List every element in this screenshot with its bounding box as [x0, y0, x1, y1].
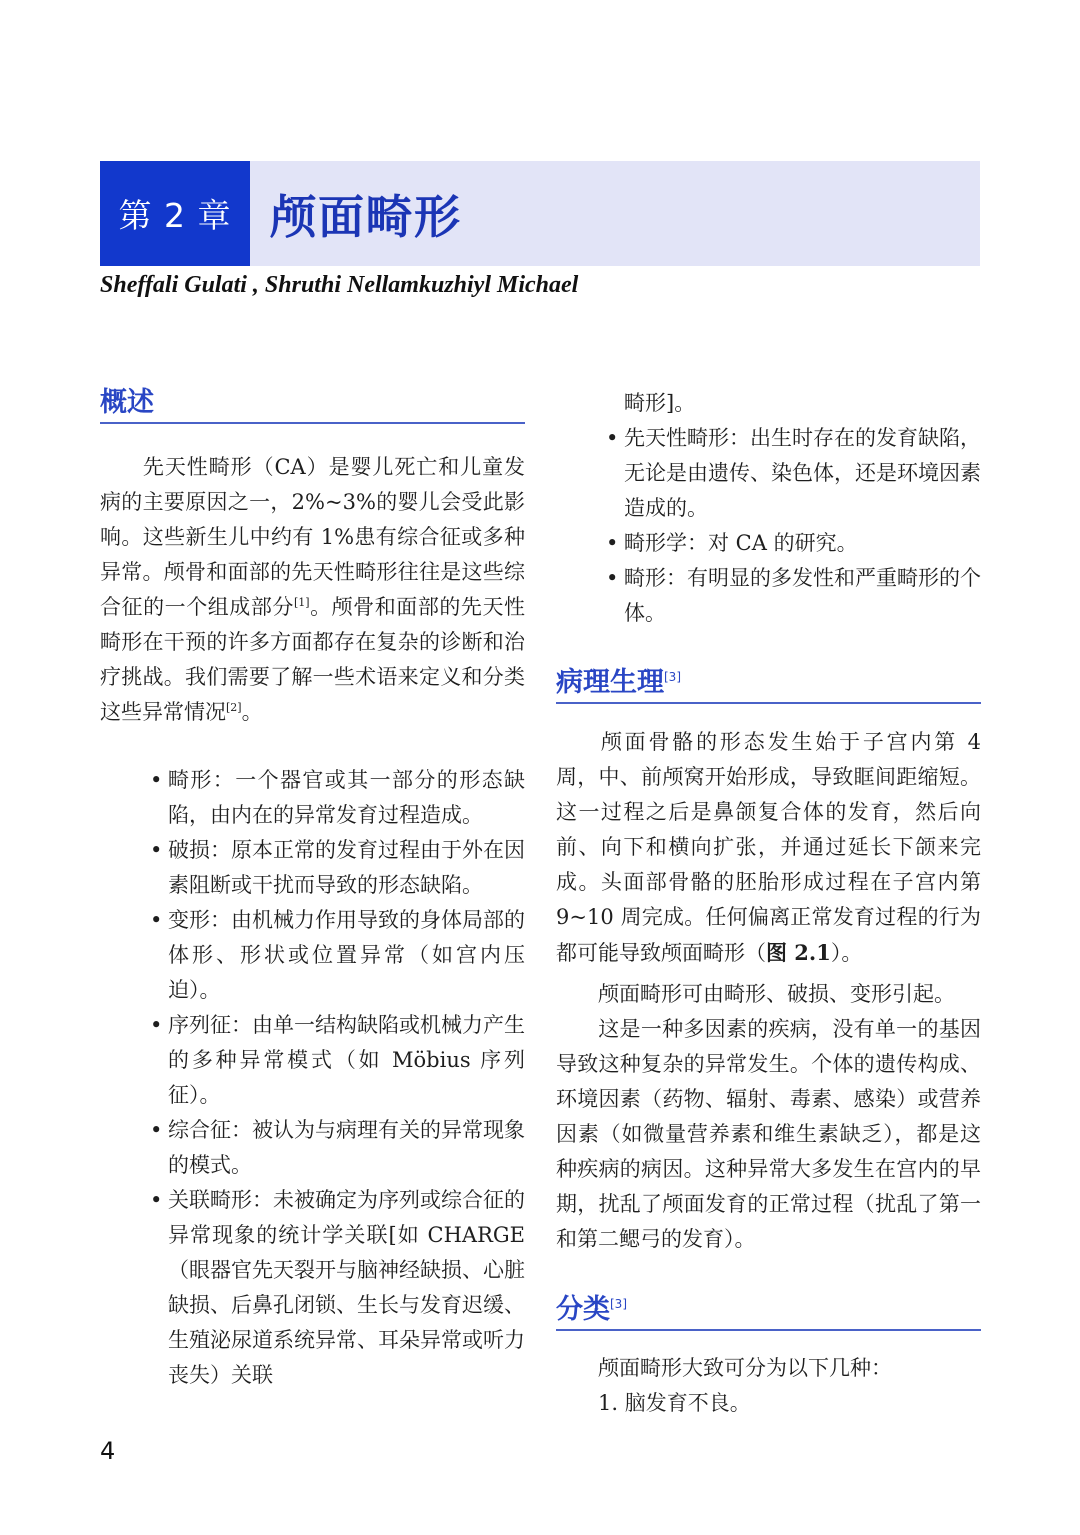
- section-heading-pathophysiology: [556, 660, 981, 704]
- pathophysiology-paragraph-2: 颅面畸形可由畸形、破损、变形引起。: [598, 982, 955, 1006]
- list-item: • 畸形：一个器官或其一部分的形态缺陷，由内在的异常发育过程造成。: [150, 768, 525, 827]
- paragraph-text: 先天性畸形（CA）是婴儿死亡和儿童发病的主要原因之一，2%~3%的婴儿会受此影响。这些新生儿中约有 1%患有综合征或多种异常。颅骨和面部的先天性畸形往往是这些综合征的一个组成部分: [100, 455, 525, 619]
- section-heading-classification: [556, 1287, 981, 1331]
- page-number: 4: [100, 1437, 116, 1465]
- section-heading-text: 概述: [100, 387, 154, 418]
- section-heading-text: 分类: [556, 1294, 610, 1325]
- definition-list-continued: [606, 421, 981, 631]
- paragraph-text: 。: [241, 700, 263, 724]
- list-item: • 序列征：由单一结构缺陷或机械力产生的多种异常模式（如 Möbius 序列征）。: [150, 1013, 525, 1107]
- figure-ref: 图 2.1: [766, 940, 831, 965]
- citation-ref: [3]: [664, 670, 681, 684]
- section-heading-overview: [100, 386, 525, 424]
- list-item: • 综合征：被认为与病理有关的异常现象的模式。: [150, 1118, 525, 1177]
- classification-intro: 颅面畸形大致可分为以下几种：: [598, 1356, 892, 1380]
- chapter-banner: [100, 161, 980, 266]
- definition-list: [150, 763, 525, 1393]
- list-item: • 畸形学：对 CA 的研究。: [606, 531, 858, 555]
- paragraph-text: 。颅骨和面部的先天性畸形在干预的许多方面都存在复杂的诊断和治疗挑战。我们需要了解一些术语来定义和分类这些异常情况: [100, 595, 526, 724]
- citation-ref: [2]: [226, 701, 242, 714]
- section-heading-text: 病理生理: [556, 667, 664, 698]
- chapter-number: 第 2 章: [100, 161, 250, 266]
- list-item: • 破损：原本正常的发育过程由于外在因素阻断或干扰而导致的形态缺陷。: [150, 838, 525, 897]
- pathophysiology-paragraph-3: 这是一种多因素的疾病，没有单一的基因导致这种复杂的异常发生。个体的遗传构成、环境因素（药物、辐射、毒素、感染）或营养因素（如微量营养素和维生素缺乏），都是这种疾病的病因。这种异常大多发生在宫内的早期，扰乱了颅面发育的正常过程（扰乱了第一和第二鳃弓的发育）。: [556, 1017, 981, 1251]
- citation-ref: [1]: [293, 596, 310, 609]
- overview-paragraph: [100, 450, 525, 730]
- pathophysiology-paragraph-1: 颅面骨骼的形态发生始于子宫内第 4 周，中、前颅窝开始形成，导致眶间距缩短。这一过程之后是鼻颌复合体的发育，然后向前、向下和横向扩张，并通过延长下颌来完成。头面部骨骼的胚胎形成过程在子宫内第 9~10 周完成。任何偏离正常发育过程的行为都可能导致颅面畸形（图 2.1）。: [556, 730, 981, 965]
- classification-item: 1. 脑发育不良。: [598, 1391, 751, 1415]
- authors: Sheffali Gulati , Shruthi Nellamkuzhiyl Michael: [100, 272, 579, 298]
- chapter-title: 颅面畸形: [270, 189, 462, 244]
- bullet-continuation: 畸形]。: [624, 391, 696, 415]
- list-item: • 变形：由机械力作用导致的身体局部的体形、形状或位置异常（如宫内压迫）。: [150, 908, 525, 1002]
- list-item: • 畸形：有明显的多发性和严重畸形的个体。: [606, 566, 981, 625]
- list-item: • 关联畸形：未被确定为序列或综合征的异常现象的统计学关联[如 CHARGE（眼器官先天裂开与脑神经缺损、心脏缺损、后鼻孔闭锁、生长与发育迟缓、生殖泌尿道系统异常、耳朵异常或听力丧失）关联: [150, 1188, 525, 1387]
- list-item: • 先天性畸形：出生时存在的发育缺陷，无论是由遗传、染色体，还是环境因素造成的。: [606, 426, 981, 520]
- citation-ref: [3]: [610, 1297, 627, 1311]
